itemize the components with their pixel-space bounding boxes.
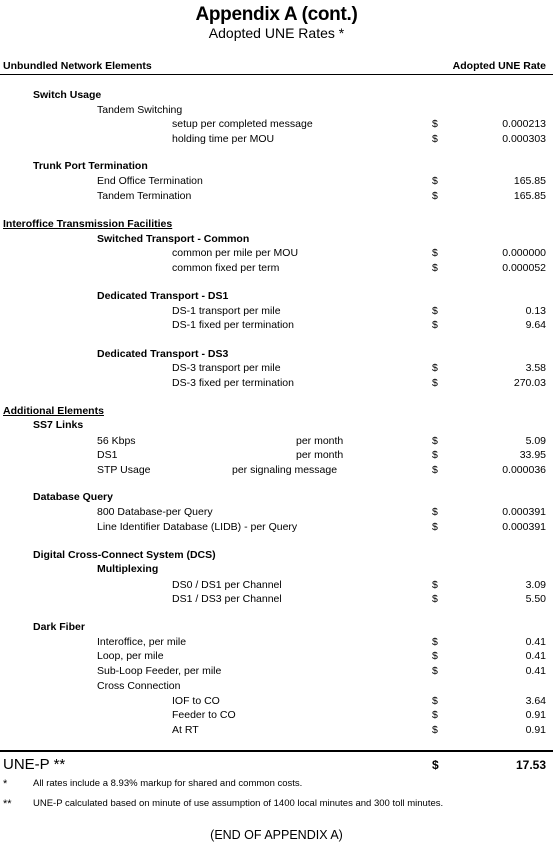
table-row bbox=[0, 174, 553, 188]
une-p-label: UNE-P ** bbox=[3, 756, 66, 773]
rate-value: 0.13 bbox=[525, 305, 546, 317]
table-row bbox=[0, 520, 553, 534]
rate-value: 3.58 bbox=[525, 362, 546, 374]
rate-element-label: Feeder to CO bbox=[172, 709, 236, 721]
currency-symbol: $ bbox=[432, 464, 438, 476]
section-heading: Trunk Port Termination bbox=[33, 160, 148, 172]
rate-element-label: Line Identifier Database (LIDB) - per Query bbox=[97, 521, 298, 533]
currency-symbol: $ bbox=[432, 190, 438, 202]
table-row bbox=[0, 361, 553, 375]
table-row bbox=[0, 635, 553, 649]
section-heading: Switched Transport - Common bbox=[97, 233, 250, 245]
table-row bbox=[0, 649, 553, 663]
table-row bbox=[0, 694, 553, 708]
rate-element-label: End Office Termination bbox=[97, 175, 203, 187]
currency-symbol: $ bbox=[432, 175, 438, 187]
table-row bbox=[0, 159, 553, 173]
rate-unit: per signaling message bbox=[232, 464, 338, 476]
table-row bbox=[0, 708, 553, 722]
rate-element-label: Tandem Switching bbox=[97, 104, 183, 116]
table-row bbox=[0, 404, 553, 418]
rate-value: 9.64 bbox=[525, 319, 546, 331]
table-row bbox=[0, 217, 553, 231]
rate-value: 5.09 bbox=[525, 435, 546, 447]
currency-symbol: $ bbox=[432, 319, 438, 331]
table-row bbox=[0, 304, 553, 318]
rate-value: 165.85 bbox=[513, 190, 546, 202]
page-subtitle: Adopted UNE Rates * bbox=[208, 25, 345, 41]
total-divider bbox=[0, 750, 553, 752]
rate-element-label: STP Usage bbox=[97, 464, 151, 476]
currency-symbol: $ bbox=[432, 362, 438, 374]
currency-symbol: $ bbox=[432, 695, 438, 707]
rate-value: 0.000391 bbox=[502, 521, 546, 533]
table-row bbox=[0, 132, 553, 146]
table-row bbox=[0, 664, 553, 678]
table-row bbox=[0, 578, 553, 592]
end-of-appendix: (END OF APPENDIX A) bbox=[210, 828, 343, 842]
rate-value: 3.64 bbox=[525, 695, 546, 707]
rate-element-label: DS-3 transport per mile bbox=[172, 362, 281, 374]
table-row bbox=[0, 723, 553, 737]
table-row bbox=[0, 189, 553, 203]
rate-element-label: holding time per MOU bbox=[172, 133, 275, 145]
rate-element-label: Tandem Termination bbox=[97, 190, 192, 202]
rate-element-label: DS1 / DS3 per Channel bbox=[172, 593, 282, 605]
currency-symbol: $ bbox=[432, 665, 438, 677]
table-row bbox=[0, 620, 553, 634]
rate-value: 165.85 bbox=[513, 175, 546, 187]
rate-element-label: 800 Database-per Query bbox=[97, 506, 213, 518]
table-row bbox=[0, 261, 553, 275]
table-row bbox=[0, 232, 553, 246]
section-heading: Interoffice Transmission Facilities bbox=[3, 218, 173, 230]
rate-element-label: At RT bbox=[172, 724, 199, 736]
currency-symbol: $ bbox=[432, 247, 438, 259]
table-row bbox=[0, 592, 553, 606]
table-row bbox=[0, 448, 553, 462]
currency-symbol: $ bbox=[432, 521, 438, 533]
table-row bbox=[0, 289, 553, 303]
rate-element-label: setup per completed message bbox=[172, 118, 313, 130]
currency-symbol: $ bbox=[432, 133, 438, 145]
rate-element-label: DS0 / DS1 per Channel bbox=[172, 579, 282, 591]
rate-element-label: Cross Connection bbox=[97, 680, 181, 692]
rate-value: 270.03 bbox=[513, 377, 546, 389]
section-heading: Switch Usage bbox=[33, 89, 102, 101]
currency-symbol: $ bbox=[432, 593, 438, 605]
rate-element-label: DS-3 fixed per termination bbox=[172, 377, 294, 389]
section-heading: Dedicated Transport - DS1 bbox=[97, 290, 229, 302]
currency-symbol: $ bbox=[432, 435, 438, 447]
rate-value: 0.000052 bbox=[502, 262, 546, 274]
table-row bbox=[0, 88, 553, 102]
footnote-markup bbox=[0, 777, 553, 791]
table-row bbox=[0, 418, 553, 432]
section-heading: Digital Cross-Connect System (DCS) bbox=[33, 549, 216, 561]
footnote-mark: ** bbox=[3, 798, 12, 810]
rate-value: 0.91 bbox=[525, 724, 546, 736]
rate-element-label: common per mile per MOU bbox=[172, 247, 299, 259]
table-row bbox=[0, 318, 553, 332]
currency-symbol: $ bbox=[432, 262, 438, 274]
table-row bbox=[0, 562, 553, 576]
currency-symbol: $ bbox=[432, 636, 438, 648]
rate-value: 0.41 bbox=[525, 665, 546, 677]
currency-symbol: $ bbox=[432, 709, 438, 721]
section-heading: Multiplexing bbox=[97, 563, 159, 575]
rate-value: 0.000391 bbox=[502, 506, 546, 518]
table-row bbox=[0, 679, 553, 693]
footnote-mark: * bbox=[3, 778, 8, 790]
section-heading: Additional Elements bbox=[3, 405, 104, 417]
rate-value: 5.50 bbox=[525, 593, 546, 605]
table-row bbox=[0, 246, 553, 260]
rate-element-label: Interoffice, per mile bbox=[97, 636, 187, 648]
currency-symbol: $ bbox=[432, 118, 438, 130]
table-row bbox=[0, 434, 553, 448]
rate-value: 0.000036 bbox=[502, 464, 546, 476]
currency-symbol: $ bbox=[432, 305, 438, 317]
table-row bbox=[0, 103, 553, 117]
currency-symbol: $ bbox=[432, 506, 438, 518]
rate-element-label: DS-1 transport per mile bbox=[172, 305, 281, 317]
table-row bbox=[0, 376, 553, 390]
rate-element-label: Sub-Loop Feeder, per mile bbox=[97, 665, 222, 677]
header-divider bbox=[0, 74, 553, 75]
currency-symbol: $ bbox=[432, 377, 438, 389]
rate-element-label: Loop, per mile bbox=[97, 650, 164, 662]
currency-symbol: $ bbox=[432, 724, 438, 736]
rate-element-label: DS1 bbox=[97, 449, 118, 461]
currency-symbol: $ bbox=[432, 650, 438, 662]
rate-value: 0.41 bbox=[525, 636, 546, 648]
footnote-text: UNE-P calculated based on minute of use assumption of 1400 local minutes and 300 toll minutes. bbox=[33, 798, 444, 809]
table-row bbox=[0, 117, 553, 131]
table-row bbox=[0, 505, 553, 519]
rate-element-label: DS-1 fixed per termination bbox=[172, 319, 294, 331]
footnote-text: All rates include a 8.93% markup for shared and common costs. bbox=[33, 778, 303, 789]
rate-element-label: IOF to CO bbox=[172, 695, 220, 707]
table-row bbox=[0, 463, 553, 477]
table-row bbox=[0, 347, 553, 361]
page-title: Appendix A (cont.) bbox=[195, 4, 358, 25]
une-p-value: 17.53 bbox=[515, 758, 546, 772]
footnote-une-p bbox=[0, 797, 553, 811]
table-row bbox=[0, 548, 553, 562]
rate-value: 0.91 bbox=[525, 709, 546, 721]
rate-value: 0.000000 bbox=[502, 247, 546, 259]
une-p-total-row bbox=[0, 755, 553, 775]
rate-value: 0.41 bbox=[525, 650, 546, 662]
rate-value: 0.000303 bbox=[502, 133, 546, 145]
currency-symbol: $ bbox=[432, 579, 438, 591]
section-heading: Dark Fiber bbox=[33, 621, 85, 633]
rate-element-label: common fixed per term bbox=[172, 262, 280, 274]
section-heading: SS7 Links bbox=[33, 419, 84, 431]
rate-unit: per month bbox=[296, 449, 344, 461]
rate-value: 0.000213 bbox=[502, 118, 546, 130]
column-header-rate: Adopted UNE Rate bbox=[452, 60, 546, 72]
column-header-elements: Unbundled Network Elements bbox=[3, 60, 152, 72]
rate-value: 33.95 bbox=[519, 449, 546, 461]
rate-unit: per month bbox=[296, 435, 344, 447]
table-row bbox=[0, 490, 553, 504]
rate-element-label: 56 Kbps bbox=[97, 435, 136, 447]
rate-value: 3.09 bbox=[525, 579, 546, 591]
une-p-dollar: $ bbox=[432, 758, 439, 772]
currency-symbol: $ bbox=[432, 449, 438, 461]
section-heading: Database Query bbox=[33, 491, 113, 503]
section-heading: Dedicated Transport - DS3 bbox=[97, 348, 229, 360]
